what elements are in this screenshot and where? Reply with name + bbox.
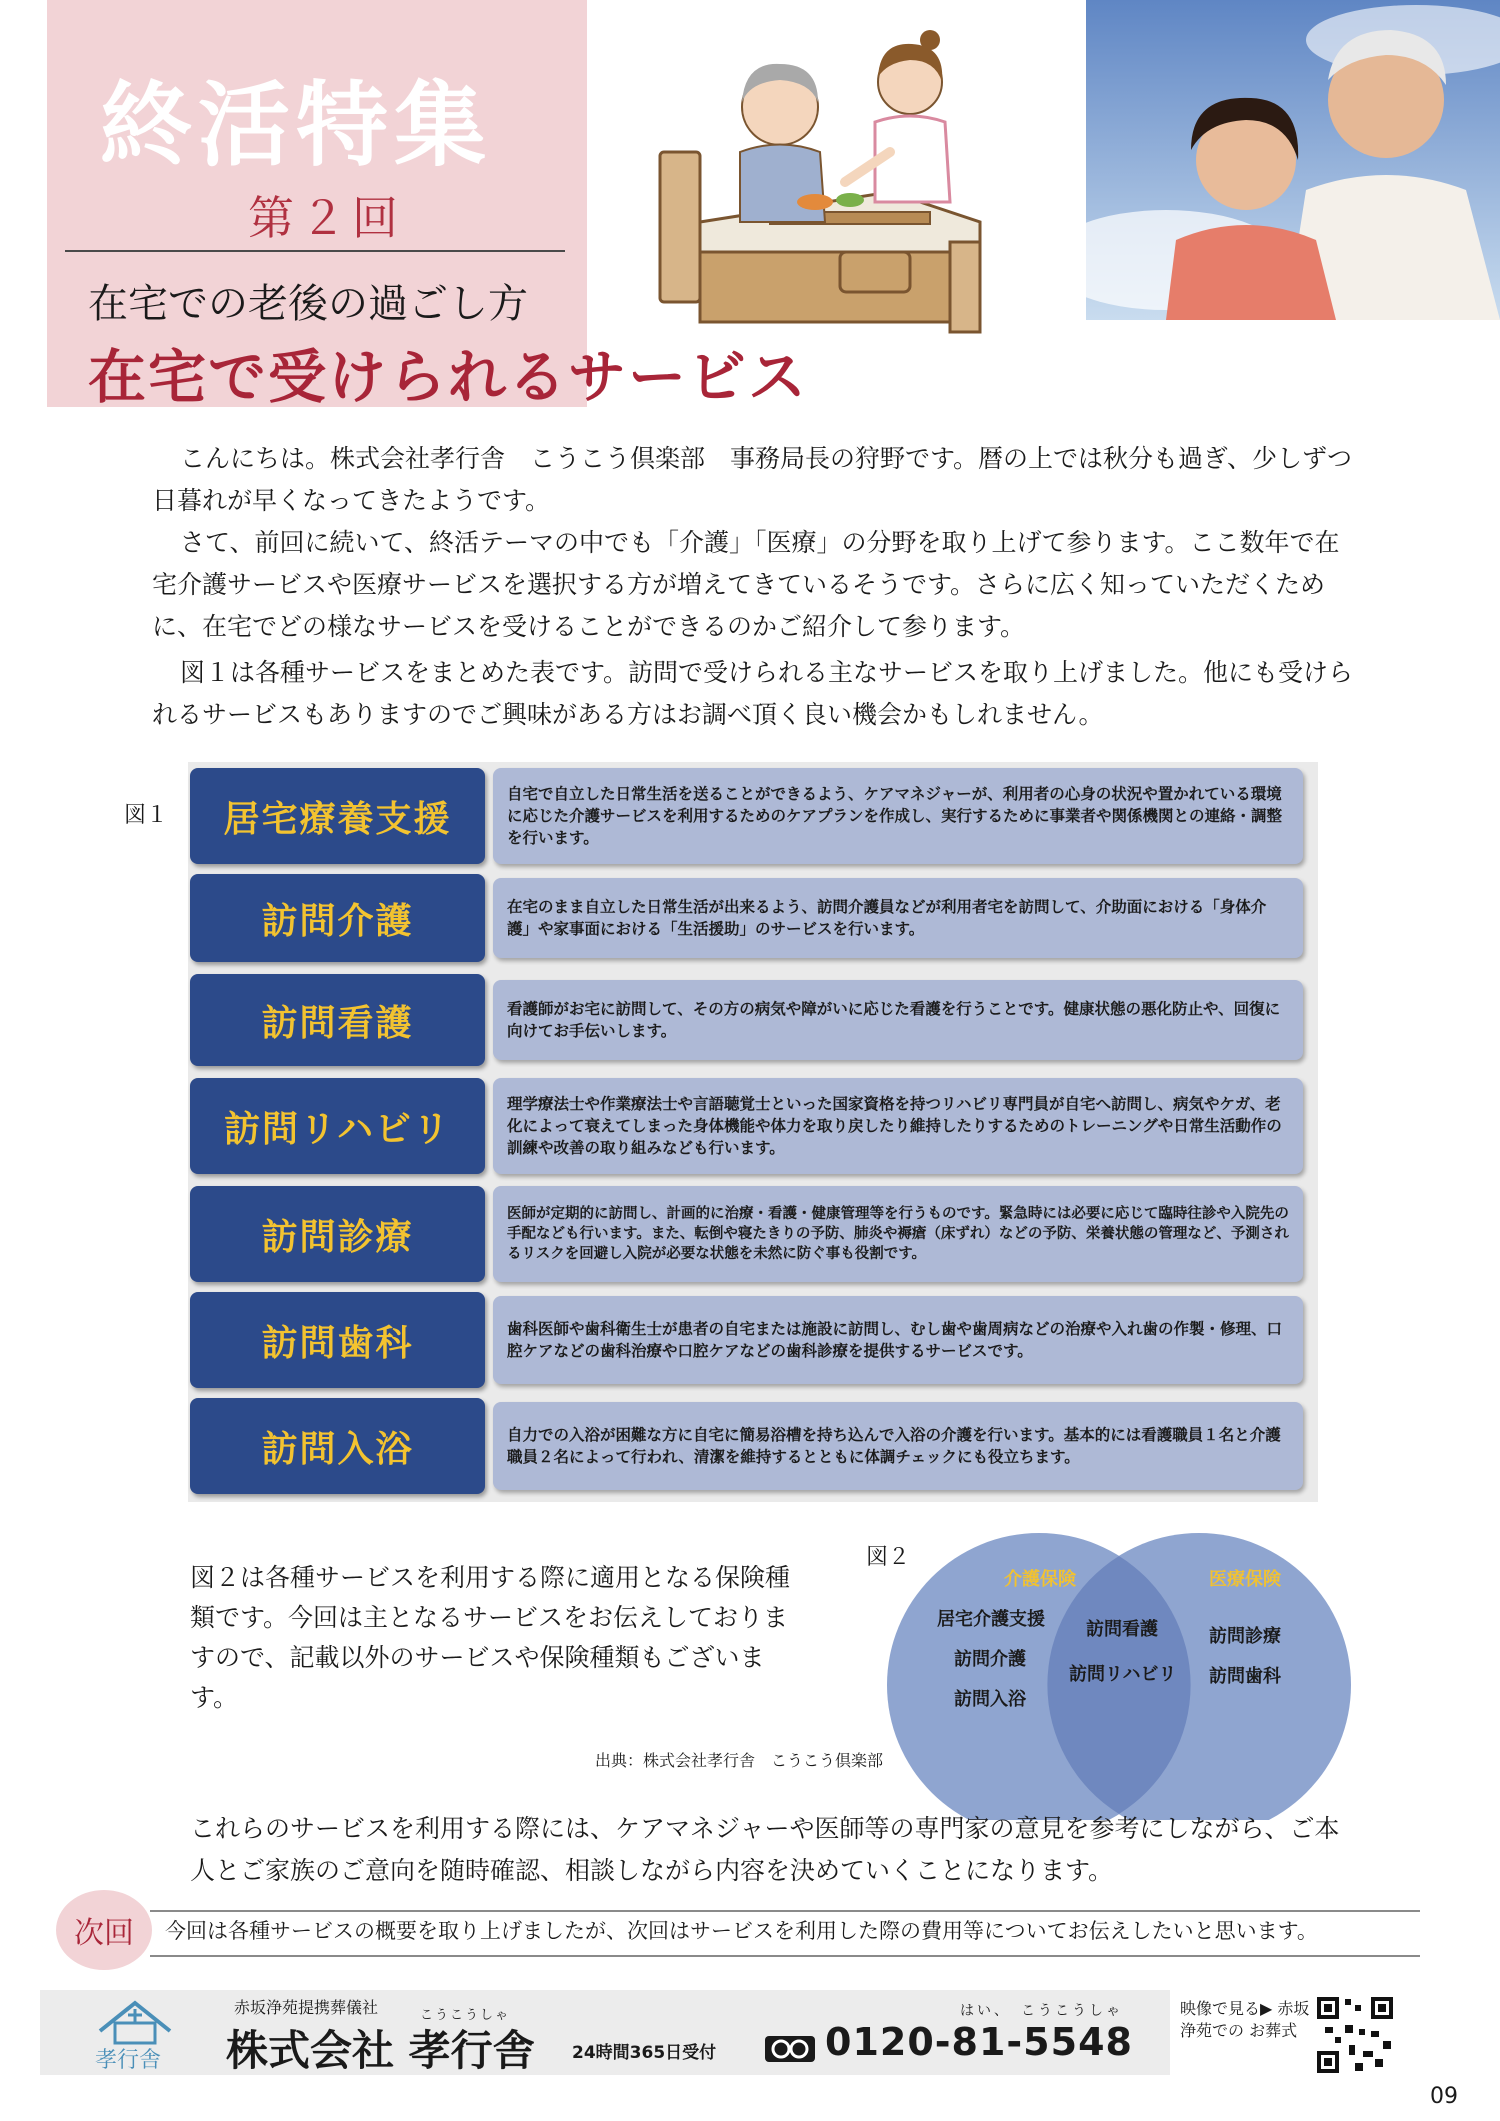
- venn-left-item: 居宅介護支援: [937, 1609, 1045, 1630]
- phone-number[interactable]: 0120-81-5548: [825, 2020, 1133, 2064]
- service-name: 訪問入浴: [190, 1398, 485, 1494]
- service-name: 訪問介護: [190, 874, 485, 962]
- fig1-label: 図１: [124, 803, 169, 828]
- freedial-icon: [765, 2036, 815, 2062]
- venn-right-item: 訪問歯科: [1209, 1666, 1281, 1687]
- company-name: 株式会社 孝行舎: [226, 2026, 535, 2075]
- service-description: 医師が定期的に訪問し、計画的に治療・看護・健康管理等を行うものです。緊急時には必要に応じて臨時往診や入院先の手配なども行います。また、転倒や寝たきりの予防、肺炎や褥瘡（床ずれ）などの予防、栄養状態の管理など、予測されるリスクを回避し入院が必要な状態を未然に防ぐ事も役割です。: [493, 1186, 1303, 1282]
- care-illustration: [650, 22, 1020, 352]
- service-name: 訪問歯科: [190, 1292, 485, 1388]
- main-heading: 在宅で受けられるサービス: [88, 343, 809, 411]
- couple-photo: [1086, 0, 1500, 320]
- venn-right-item: 訪問診療: [1209, 1626, 1281, 1647]
- service-description: 歯科医師や歯科衛生士が患者の自宅または施設に訪問し、むし歯や歯周病などの治療や入れ歯の作製・修理、口腔ケアなどの歯科治療や口腔ケアなどの歯科診療を提供するサービスです。: [493, 1296, 1303, 1384]
- service-description: 理学療法士や作業療法士や言語聴覚士といった国家資格を持つリハビリ専門員が自宅へ訪問し、病気やケガ、老化によって衰えてしまった身体機能や体力を取り戻したり維持したりするためのトレーニングや日常生活動作の訓練や改善の取り組みなども行います。: [493, 1078, 1303, 1174]
- series-issue: 第２回: [248, 191, 404, 245]
- page-number: 09: [1430, 2084, 1458, 2109]
- intro-paragraph-1: こんにちは。株式会社孝行舎 こうこう倶楽部 事務局長の狩野です。暦の上では秋分も過ぎ、少しずつ日暮れが早くなってきたようです。: [152, 444, 1353, 515]
- video-link-text[interactable]: 映像で見る▶ 赤坂浄苑での お葬式: [1180, 1999, 1310, 2040]
- logo-text: 孝行舎: [95, 2048, 162, 2073]
- service-name: 訪問診療: [190, 1186, 485, 1282]
- company-ruby: こうこうしゃ: [420, 2008, 511, 2023]
- venn-left-item: 訪問介護: [954, 1649, 1026, 1670]
- insurance-venn-diagram: [864, 1530, 1369, 1820]
- subtitle: 在宅での老後の過ごし方: [88, 281, 528, 327]
- service-name: 居宅療養支援: [190, 768, 485, 864]
- fig2-source: 出典：株式会社孝行舎 こうこう倶楽部: [595, 1751, 884, 1770]
- venn-left-item: 訪問入浴: [954, 1689, 1026, 1710]
- venn-overlap-item: 訪問リハビリ: [1069, 1664, 1177, 1685]
- next-issue-text: 今回は各種サービスの概要を取り上げましたが、次回はサービスを利用した際の費用等についてお伝えしたいと思います。: [165, 1919, 1318, 1943]
- fig2-label: 図２: [866, 1545, 911, 1570]
- next-issue-divider-top: [150, 1910, 1420, 1912]
- footer-affiliation: 赤坂浄苑提携葬儀社: [234, 1998, 379, 2017]
- next-issue-label: 次回: [74, 1916, 134, 1951]
- service-name: 訪問看護: [190, 974, 485, 1066]
- header-divider: [65, 250, 565, 252]
- fig2-caption-text: 図２は各種サービスを利用する際に適用となる保険種類です。今回は主となるサービスをお伝えしておりますので、記載以外のサービスや保険種類もございます。: [190, 1563, 791, 1712]
- next-issue-divider-bottom: [150, 1955, 1420, 1957]
- service-description: 看護師がお宅に訪問して、その方の病気や障がいに応じた看護を行うことです。健康状態の悪化防止や、回復に向けてお手伝いします。: [493, 980, 1303, 1060]
- service-description: 自力での入浴が困難な方に自宅に簡易浴槽を持ち込んで入浴の介護を行います。基本的には看護職員１名と介護職員２名によって行われ、清潔を維持するとともに体調チェックにも役立ちます。: [493, 1402, 1303, 1490]
- closing-paragraph: これらのサービスを利用する際には、ケアマネジャーや医師等の専門家の意見を参考にしながら、ご本人とご家族のご意向を随時確認、相談しながら内容を決めていくことになります。: [190, 1814, 1340, 1885]
- venn-right-title: 医療保険: [1209, 1569, 1281, 1590]
- kokosha-logo-icon: [70, 1993, 200, 2073]
- service-hours: 24時間365日受付: [572, 2043, 717, 2063]
- venn-left-title: 介護保険: [1004, 1569, 1076, 1590]
- series-title: 終活特集: [100, 71, 493, 179]
- service-name: 訪問リハビリ: [190, 1078, 485, 1174]
- intro-paragraph-3: 図１は各種サービスをまとめた表です。訪問で受けられる主なサービスを取り上げました。他にも受けられるサービスもありますのでご興味がある方はお調べ頂く良い機会かもしれません。: [152, 658, 1354, 729]
- venn-overlap-item: 訪問看護: [1086, 1619, 1158, 1640]
- services-table: [188, 762, 1318, 1502]
- service-description: 在宅のまま自立した日常生活が出来るよう、訪問介護員などが利用者宅を訪問して、介助面における「身体介護」や家事面における「生活援助」のサービスを行います。: [493, 878, 1303, 958]
- service-description: 自宅で自立した日常生活を送ることができるよう、ケアマネジャーが、利用者の心身の状況や置かれている環境に応じた介護サービスを利用するためのケアプランを作成し、実行するために事業者や関係機関との連絡・調整を行います。: [493, 768, 1303, 864]
- intro-paragraph-2: さて、前回に続いて、終活テーマの中でも「介護」「医療」の分野を取り上げて参ります。ここ数年で在宅介護サービスや医療サービスを選択する方が増えてきているそうです。さらに広く知っていただくために、在宅でどの様なサービスを受けることができるのかご紹介して参ります。: [152, 528, 1340, 641]
- qr-code-icon[interactable]: [1315, 1995, 1395, 2075]
- tel-ruby: はい、 こうこうしゃ: [960, 2003, 1123, 2019]
